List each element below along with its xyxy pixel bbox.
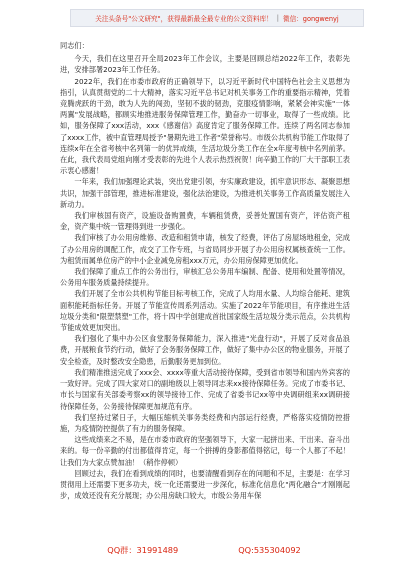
paragraph: 我们保障了重点工作的公务出行，审核汇总公务用车编制、配备、使用和处置等情况，公务用车服务质量持续提升。 <box>60 267 350 288</box>
top-banner <box>70 9 364 27</box>
footer-contact <box>0 545 408 559</box>
paragraph: 2022年，我们在市委市政府的正确领导下，以习近平新时代中国特色社会主义思想为指引，认真贯彻党的二十大精神，落实习近平总书记对机关事务工作的重要指示精神，凭着竞腾虎跃的干劲，敢为人先的闯劲，坚韧不拔的韧劲，克服疫情影响，紧紧会神实施"一体两翼"发展战略，都顾实地推进服务保障管理工作，勤奋办一切事业，取得了一些成绩。比如，服务保障了xxx活动，xxx《感谢信》高度肯定了服务保障工作。连续了两名同志参加了xxxx工作，被中直管理局授予"暑期先进工作者"荣誉称号。市级公共机构节能工作取得了连续x年在全省考核中名列第一的优异成绩，生活垃圾分类工作在全x年度考核中名列前茅。在此，我代表局党组向刚才受表彰的先进个人表示热烈祝贺！向辛勤工作的厂大干部职工表示衷心感谢！ <box>60 76 350 176</box>
paragraph: 今天，我们在这里召开全局2023年工作会议，主要是回顾总结2022年工作，表彰先进，安排部署2023年工作任务。 <box>60 54 350 75</box>
paragraph: 回顾过去，我们在看到成绩的同时，也要清醒看到存在的问题和不足，主要是：在学习贯彻用上还需要下更多功夫，统一化还需要进一步深化，标准化信息化"两化融合"才刚刚起步，成效还没有充分展现；办公用房缺口较大，市级公务用车保 <box>60 468 350 501</box>
footer-qq-group: QQ群：31991489 <box>107 545 179 555</box>
paragraph: 我们审核了办公用房维修、改造和租赁申请，核发了经费，评估了房屋场地租金，完成了办公用房的调配工作，成交了工作专班，与省局同步开展了办公用房权属核查统一工作。为租赁而属单位房产的中小企业减免房租xxx万元，办公用房保障更加优化。 <box>60 233 350 265</box>
paragraph: 一年来，我们加强理论武装，突出党建引领，夯实廉政建设，抓牢意识形态、凝聚思想共识，加强干部管理，推进标准建设，强化法治建设，为推进机关事务工作高质量发展注入新动力。 <box>60 177 350 209</box>
paragraph: 这些成绩来之不易，是在市委市政府的坚强领导下，大家一起拼出来、干出来、奋斗出来的。每一份辛勤的付出都值得肯定，每一个拼搏的身影都值得铭记，每一个人都了不起！让我们为大家点赞加油！（稍作停顿） <box>60 435 350 467</box>
paragraph: 我们强化了集中办公区食堂服务保障能力，深入推进"光盘行动"，开展了反对食品浪费，开展粮食节约行动，做好了会务服务保障工作，做好了集中办公区的物业服务，开展了安全检查，及时整改安全隐患，后勤服务更加到位。 <box>60 334 350 366</box>
banner-separator: | <box>276 14 279 22</box>
banner-wechat: 微信：gongwenyj <box>283 15 339 23</box>
banner-notice: 关注头条号"公文研究"，获得最新最全最专业的公文资料库！ <box>95 15 273 23</box>
footer-qq: QQ:535304092 <box>238 545 301 555</box>
paragraph: 我们审核国有资产，设施设备购置费，车辆租赁费，妥善处置国有资产，评估资产租金，资产集中统一管理得到进一步强化。 <box>60 211 350 232</box>
greeting: 同志们： <box>60 41 89 50</box>
paragraph: 我们精准推送完成了xxx会、xxxx等重大活动接待保障，受到省市领导和国内外宾客的一致好评。完成了四大家对口的副地级以上领导同志来xx接待保障任务。完成了市委书记、市长与国家有关部委考察xx的领导接待工作、完成了省委书记xx等中央调研组来xx调研接待保障任务，公务接待保障更加规范有序。 <box>60 367 350 411</box>
paragraph: 我们坚持过紧日子，大幅压缩机关事务类经费和内部运行经费，严格落实疫情防控措施，为疫情防控提供了有力的服务保障。 <box>60 412 350 433</box>
paragraph: 我们开展了全市公共机构节能目标考核工作，完成了人均用水量、人均综合能耗、建筑面积能耗指标任务。开展了节能宣传周系列活动。实施了2022年节能项目，有序推进生活垃圾分类和"限塑禁塑"工作，将十四中学创建成首批国家级生活垃圾分类示范点，公共机构节能成效更加突出。 <box>60 289 350 333</box>
document-body <box>60 36 350 536</box>
